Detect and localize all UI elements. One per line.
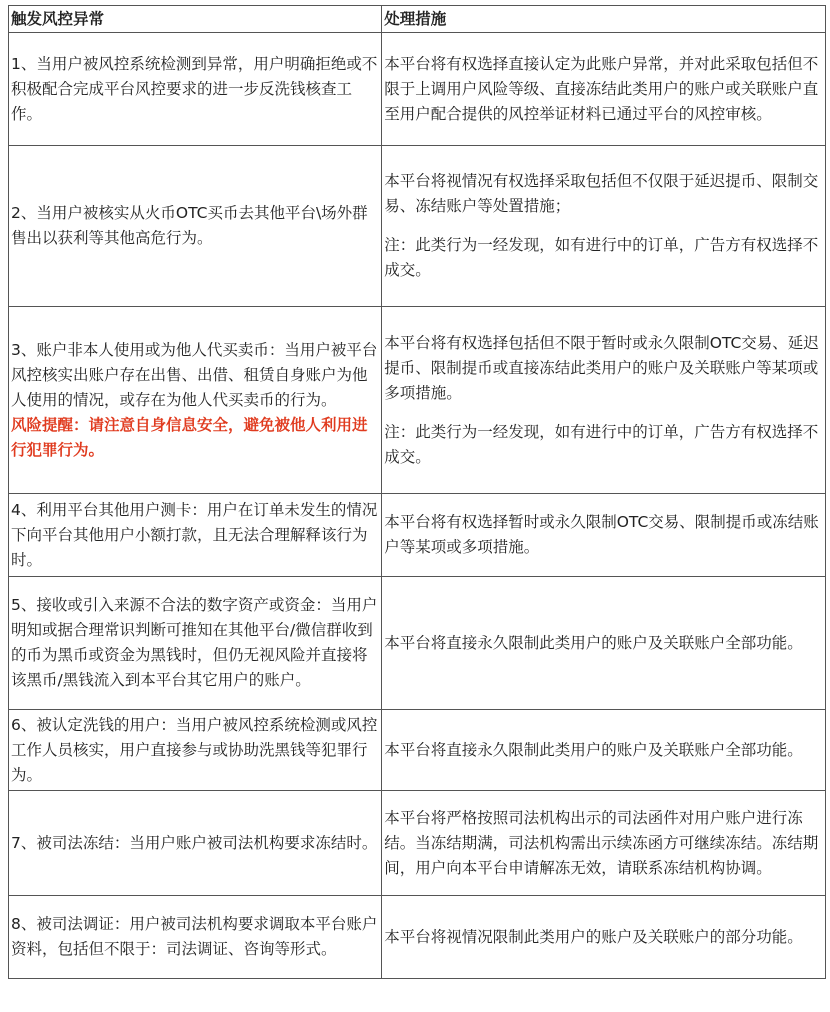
measure-text: 本平台将视情况有权选择采取包括但不仅限于延迟提币、限制交易、冻结账户等处置措施；	[384, 172, 819, 215]
table-row	[9, 33, 826, 146]
table-row	[9, 896, 826, 979]
risk-control-table	[8, 5, 826, 979]
measures-cell	[382, 33, 826, 146]
trigger-cell	[9, 307, 382, 494]
measures-cell	[382, 307, 826, 494]
measures-cell	[382, 577, 826, 710]
table-row	[9, 710, 826, 791]
trigger-cell: 7、被司法冻结：当用户账户被司法机构要求冻结时。	[9, 791, 382, 896]
table-row	[9, 494, 826, 577]
header-measures: 处理措施	[382, 6, 826, 33]
measure-text: 本平台将视情况限制此类用户的账户及关联账户的部分功能。	[384, 927, 803, 946]
measures-cell	[382, 710, 826, 791]
trigger-text: 3、账户非本人使用或为他人代买卖币：当用户被平台风控核实出账户存在出售、出借、租赁自身账户为他人使用的情况，或存在为他人代买卖币的行为。	[11, 340, 378, 409]
table-row	[9, 791, 826, 896]
header-trigger: 触发风控异常	[9, 6, 382, 33]
measure-text: 本平台将直接永久限制此类用户的账户及关联账户全部功能。	[384, 633, 803, 652]
trigger-cell: 4、利用平台其他用户测卡：用户在订单未发生的情况下向平台其他用户小额打款，且无法合理解释该行为时。	[9, 494, 382, 577]
measures-cell	[382, 896, 826, 979]
trigger-cell: 6、被认定洗钱的用户：当用户被风控系统检测或风控工作人员核实，用户直接参与或协助洗黑钱等犯罪行为。	[9, 710, 382, 791]
table-row	[9, 307, 826, 494]
measure-text: 本平台将有权选择直接认定为此账户异常，并对此采取包括但不限于上调用户风险等级、直接冻结此类用户的账户或关联账户直至用户配合提供的风控举证材料已通过平台的风控审核。	[384, 54, 819, 123]
measure-note: 注：此类行为一经发现，如有进行中的订单，广告方有权选择不成交。	[384, 422, 819, 466]
table-header-row	[9, 6, 826, 33]
table-row	[9, 577, 826, 710]
measures-cell	[382, 791, 826, 896]
measure-note: 注：此类行为一经发现，如有进行中的订单，广告方有权选择不成交。	[384, 236, 819, 279]
measure-text: 本平台将有权选择暂时或永久限制OTC交易、限制提币或冻结账户等某项或多项措施。	[384, 513, 819, 556]
table-row	[9, 146, 826, 307]
measure-text: 本平台将有权选择包括但不限于暂时或永久限制OTC交易、延迟提币、限制提币或直接冻结此类用户的账户及关联账户等某项或多项措施。	[384, 333, 819, 402]
risk-warning: 风险提醒：请注意自身信息安全，避免被他人利用进行犯罪行为。	[11, 415, 368, 459]
trigger-cell: 2、当用户被核实从火币OTC买币去其他平台\场外群售出以获利等其他高危行为。	[9, 146, 382, 307]
trigger-cell: 1、当用户被风控系统检测到异常，用户明确拒绝或不积极配合完成平台风控要求的进一步反洗钱核查工作。	[9, 33, 382, 146]
trigger-cell: 5、接收或引入来源不合法的数字资产或资金：当用户明知或据合理常识判断可推知在其他平台/微信群收到的币为黑币或资金为黑钱时，但仍无视风险并直接将该黑币/黑钱流入到本平台其它用户的账户。	[9, 577, 382, 710]
measure-text: 本平台将直接永久限制此类用户的账户及关联账户全部功能。	[384, 740, 803, 759]
trigger-cell: 8、被司法调证：用户被司法机构要求调取本平台账户资料，包括但不限于：司法调证、咨询等形式。	[9, 896, 382, 979]
measure-text: 本平台将严格按照司法机构出示的司法函件对用户账户进行冻结。当冻结期满，司法机构需出示续冻函方可继续冻结。冻结期间，用户向本平台申请解冻无效，请联系冻结机构协调。	[384, 808, 819, 877]
measures-cell	[382, 146, 826, 307]
measures-cell	[382, 494, 826, 577]
